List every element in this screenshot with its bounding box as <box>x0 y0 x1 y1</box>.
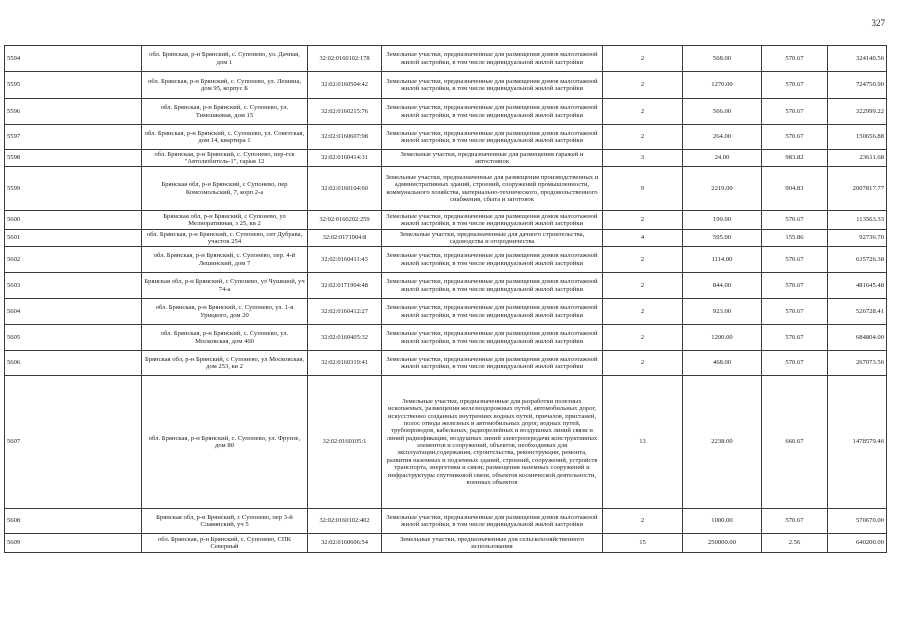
cadastral-value-cell: 113563.33 <box>828 211 887 230</box>
row-number: 5596 <box>5 99 142 125</box>
cadastral-number-cell: 32:02:0160215:76 <box>308 99 382 125</box>
group-cell: 13 <box>603 376 683 509</box>
land-use-cell: Земельные участки, предназначенные для сельскохозяйственного использования <box>382 534 603 553</box>
rate-cell: 570.67 <box>762 125 828 150</box>
group-cell: 2 <box>603 125 683 150</box>
area-cell: 1200.00 <box>683 325 762 351</box>
row-number: 5601 <box>5 230 142 247</box>
cadastral-number-cell: 32:02:0160202:259 <box>308 211 382 230</box>
rate-cell: 660.67 <box>762 376 828 509</box>
area-cell: 264.00 <box>683 125 762 150</box>
rate-cell: 570.67 <box>762 299 828 325</box>
area-cell: 595.00 <box>683 230 762 247</box>
rate-cell: 570.67 <box>762 325 828 351</box>
row-number: 5600 <box>5 211 142 230</box>
address-cell: Брянская обл, р-н Брянский, с Супонево, ул Мелиоративная, з 25, кв 2 <box>142 211 308 230</box>
area-cell: 468.00 <box>683 351 762 376</box>
cadastral-number-cell: 32:02:0160411:43 <box>308 247 382 273</box>
cadastral-value-cell: 640200.00 <box>828 534 887 553</box>
row-number: 5599 <box>5 167 142 211</box>
cadastral-value-cell: 570670.00 <box>828 509 887 534</box>
area-cell: 568.00 <box>683 46 762 72</box>
cadastral-number-cell: 32:02:0160606:54 <box>308 534 382 553</box>
row-number: 5602 <box>5 247 142 273</box>
cadastral-value-cell: 724750.90 <box>828 72 887 99</box>
address-cell: обл. Брянская, р-н Брянский, с. Супонево, ул. Дачная, дом 1 <box>142 46 308 72</box>
cadastral-number-cell: 32:02:0160607:98 <box>308 125 382 150</box>
table-row <box>5 46 887 72</box>
land-use-cell: Земельные участки, предназначенные для разработки полезных ископаемых, размещения железнодорожных путей, автомобильных дорог, искусственно созданных внутренних водных путей, причалов, пристаней, полос отвода железных и автомобильных дорог, водных путей, трубопроводов, кабельных, радиорелейных и воздушных линий связи и линий радиофикации, воздушных линий электропередачи конструктивных элементов и сооружений, объектов, необходимых для эксплуатации,содержания, строительства, реконструкции, ремонта, развития наземных и подземных зданий, строений, сооружений, устройств транспорта, энергетики и связи; размещения наземных сооружений и инфраструктуры спутниковой связи, объектов космической деятельности, военных объектов <box>382 376 603 509</box>
cadastral-number-cell: 32:02:0160504:42 <box>308 72 382 99</box>
address-cell: обл. Брянская, р-н Брянский, с. Супонево, СПК Северный <box>142 534 308 553</box>
address-cell: Брянская обл, р-н Брянский, с Супонево, пер Комсомольский, 7, корп 2-а <box>142 167 308 211</box>
group-cell: 4 <box>603 230 683 247</box>
address-cell: обл. Брянская, р-н Брянский, с. Супонево, пер-гск "Автолюбитель-1", гараж 12 <box>142 150 308 167</box>
group-cell: 15 <box>603 534 683 553</box>
land-use-cell: Земельные участки, предназначенные для размещения производственных и административных зданий, строений, сооружений промышленности, коммунального хозяйства, материально-технического, продовольственного снабжения, сбыта и заготовок <box>382 167 603 211</box>
area-cell: 844.00 <box>683 273 762 299</box>
rate-cell: 570.67 <box>762 247 828 273</box>
row-number: 5609 <box>5 534 142 553</box>
group-cell: 2 <box>603 46 683 72</box>
address-cell: обл. Брянская, р-н Брянский, с. Супонево, ул. Лешина, дом 95, корпус Б <box>142 72 308 99</box>
group-cell: 3 <box>603 150 683 167</box>
address-cell: обл. Брянская, р-н Брянский, с. Супонево, пер. 4-й Лешинский, дом 7 <box>142 247 308 273</box>
cadastral-number-cell: 32:02:0171904:48 <box>308 273 382 299</box>
group-cell: 2 <box>603 299 683 325</box>
row-number: 5605 <box>5 325 142 351</box>
address-cell: обл. Брянская, р-н Брянский, с. Супонево, снт Дубрава, участок 254 <box>142 230 308 247</box>
land-use-cell: Земельные участки, предназначенные для размещения домов малоэтажной жилой застройки, в том числе индивидуальной жилой застройки <box>382 211 603 230</box>
rate-cell: 570.67 <box>762 273 828 299</box>
row-number: 5608 <box>5 509 142 534</box>
group-cell: 2 <box>603 72 683 99</box>
cadastral-value-table <box>4 45 887 553</box>
land-use-cell: Земельные участки, предназначенные для дачного строительства, садоводства и огородничества <box>382 230 603 247</box>
cadastral-number-cell: 32:02:0171904:8 <box>308 230 382 247</box>
group-cell: 2 <box>603 247 683 273</box>
land-use-cell: Земельные участки, предназначенные для размещения домов малоэтажной жилой застройки, в том числе индивидуальной жилой застройки <box>382 247 603 273</box>
table-row <box>5 325 887 351</box>
group-cell: 2 <box>603 99 683 125</box>
rate-cell: 570.67 <box>762 46 828 72</box>
group-cell: 2 <box>603 273 683 299</box>
page-number: 327 <box>871 18 885 28</box>
table-row <box>5 351 887 376</box>
address-cell: обл. Брянская, р-н Брянский, с. Супонево, ул. Тимошковая, дом 15 <box>142 99 308 125</box>
rate-cell: 2.56 <box>762 534 828 553</box>
group-cell: 2 <box>603 509 683 534</box>
row-number: 5604 <box>5 299 142 325</box>
cadastral-value-cell: 2007817.77 <box>828 167 887 211</box>
land-use-cell: Земельные участки, предназначенные для размещения домов малоэтажной жилой застройки, в том числе индивидуальной жилой застройки <box>382 72 603 99</box>
row-number: 5597 <box>5 125 142 150</box>
table-row <box>5 167 887 211</box>
table-row <box>5 99 887 125</box>
rate-cell: 570.67 <box>762 99 828 125</box>
cadastral-number-cell: 32:02:0160102:402 <box>308 509 382 534</box>
area-cell: 250000.00 <box>683 534 762 553</box>
address-cell: Брянская обл, р-н Брянский, с Супонево, ул Московская, дом 253, кв 2 <box>142 351 308 376</box>
row-number: 5607 <box>5 376 142 509</box>
area-cell: 1114.00 <box>683 247 762 273</box>
area-cell: 1000.00 <box>683 509 762 534</box>
group-cell: 9 <box>603 167 683 211</box>
land-use-cell: Земельные участки, предназначенные для размещения домов малоэтажной жилой застройки, в том числе индивидуальной жилой застройки <box>382 46 603 72</box>
table-row <box>5 534 887 553</box>
land-use-cell: Земельные участки, предназначенные для размещения домов малоэтажной жилой застройки, в том числе индивидуальной жилой застройки <box>382 351 603 376</box>
row-number: 5594 <box>5 46 142 72</box>
cadastral-number-cell: 32:02:0160104:60 <box>308 167 382 211</box>
row-number: 5595 <box>5 72 142 99</box>
group-cell: 2 <box>603 325 683 351</box>
table-row <box>5 376 887 509</box>
cadastral-number-cell: 32:02:0160414:31 <box>308 150 382 167</box>
cadastral-value-cell: 92736.70 <box>828 230 887 247</box>
table-row <box>5 247 887 273</box>
table-row <box>5 72 887 99</box>
area-cell: 2238.00 <box>683 376 762 509</box>
table-body <box>5 46 887 553</box>
land-use-cell: Земельные участки, предназначенные для размещения домов малоэтажной жилой застройки, в том числе индивидуальной жилой застройки <box>382 99 603 125</box>
rate-cell: 570.67 <box>762 509 828 534</box>
cadastral-value-cell: 324140.56 <box>828 46 887 72</box>
area-cell: 24.00 <box>683 150 762 167</box>
land-use-cell: Земельные участки, предназначенные для размещения домов малоэтажной жилой застройки, в том числе индивидуальной жилой застройки <box>382 125 603 150</box>
area-cell: 1270.00 <box>683 72 762 99</box>
rate-cell: 570.67 <box>762 211 828 230</box>
cadastral-value-cell: 23611.68 <box>828 150 887 167</box>
area-cell: 566.00 <box>683 99 762 125</box>
land-use-cell: Земельные участки, предназначенные для размещения гаражей и автостоянок <box>382 150 603 167</box>
address-cell: обл. Брянская, р-н Брянский, с. Супонево, ул. Московская, дом 460 <box>142 325 308 351</box>
area-cell: 2219.00 <box>683 167 762 211</box>
table-row <box>5 125 887 150</box>
table-row <box>5 211 887 230</box>
table-row <box>5 150 887 167</box>
cadastral-value-cell: 635726.38 <box>828 247 887 273</box>
land-use-cell: Земельные участки, предназначенные для размещения домов малоэтажной жилой застройки, в том числе индивидуальной жилой застройки <box>382 509 603 534</box>
land-use-cell: Земельные участки, предназначенные для размещения домов малоэтажной жилой застройки, в том числе индивидуальной жилой застройки <box>382 325 603 351</box>
cadastral-value-cell: 526728.41 <box>828 299 887 325</box>
address-cell: Брянская обл, р-н Брянский, с Супонево, пер 3-й Славянский, уч 5 <box>142 509 308 534</box>
cadastral-value-cell: 684804.00 <box>828 325 887 351</box>
land-use-cell: Земельные участки, предназначенные для размещения домов малоэтажной жилой застройки, в том числе индивидуальной жилой застройки <box>382 299 603 325</box>
cadastral-number-cell: 32:02:0160405:32 <box>308 325 382 351</box>
rate-cell: 155.86 <box>762 230 828 247</box>
address-cell: обл. Брянская, р-н Брянский, с. Супонево, ул. 1-я Урицкого, дом 20 <box>142 299 308 325</box>
group-cell: 2 <box>603 211 683 230</box>
rate-cell: 983.82 <box>762 150 828 167</box>
row-number: 5606 <box>5 351 142 376</box>
area-cell: 199.00 <box>683 211 762 230</box>
rate-cell: 570.67 <box>762 351 828 376</box>
area-cell: 923.00 <box>683 299 762 325</box>
table-row <box>5 509 887 534</box>
group-cell: 2 <box>603 351 683 376</box>
cadastral-value-cell: 150656.88 <box>828 125 887 150</box>
address-cell: Брянская обл, р-н Брянский, с Супонево, ул Чушкиой, уч 74-а <box>142 273 308 299</box>
cadastral-number-cell: 32:02:0160310:41 <box>308 351 382 376</box>
cadastral-number-cell: 32:02:0160105:1 <box>308 376 382 509</box>
table-row <box>5 230 887 247</box>
cadastral-value-cell: 1478579.46 <box>828 376 887 509</box>
cadastral-value-cell: 481645.48 <box>828 273 887 299</box>
cadastral-value-cell: 322999.22 <box>828 99 887 125</box>
address-cell: обл. Брянская, р-н Брянский, с. Супонево, ул. Фрунзе, дом 80 <box>142 376 308 509</box>
cadastral-value-cell: 267073.56 <box>828 351 887 376</box>
table-row <box>5 273 887 299</box>
table-row <box>5 299 887 325</box>
rate-cell: 904.83 <box>762 167 828 211</box>
cadastral-number-cell: 32:02:0160412:27 <box>308 299 382 325</box>
row-number: 5603 <box>5 273 142 299</box>
land-use-cell: Земельные участки, предназначенные для размещения домов малоэтажной жилой застройки, в том числе индивидуальной жилой застройки <box>382 273 603 299</box>
row-number: 5598 <box>5 150 142 167</box>
cadastral-number-cell: 32:02:0160102:178 <box>308 46 382 72</box>
address-cell: обл. Брянская, р-н Брянский, с. Супонево, ул. Советская, дом 14, квартира 1 <box>142 125 308 150</box>
rate-cell: 570.67 <box>762 72 828 99</box>
